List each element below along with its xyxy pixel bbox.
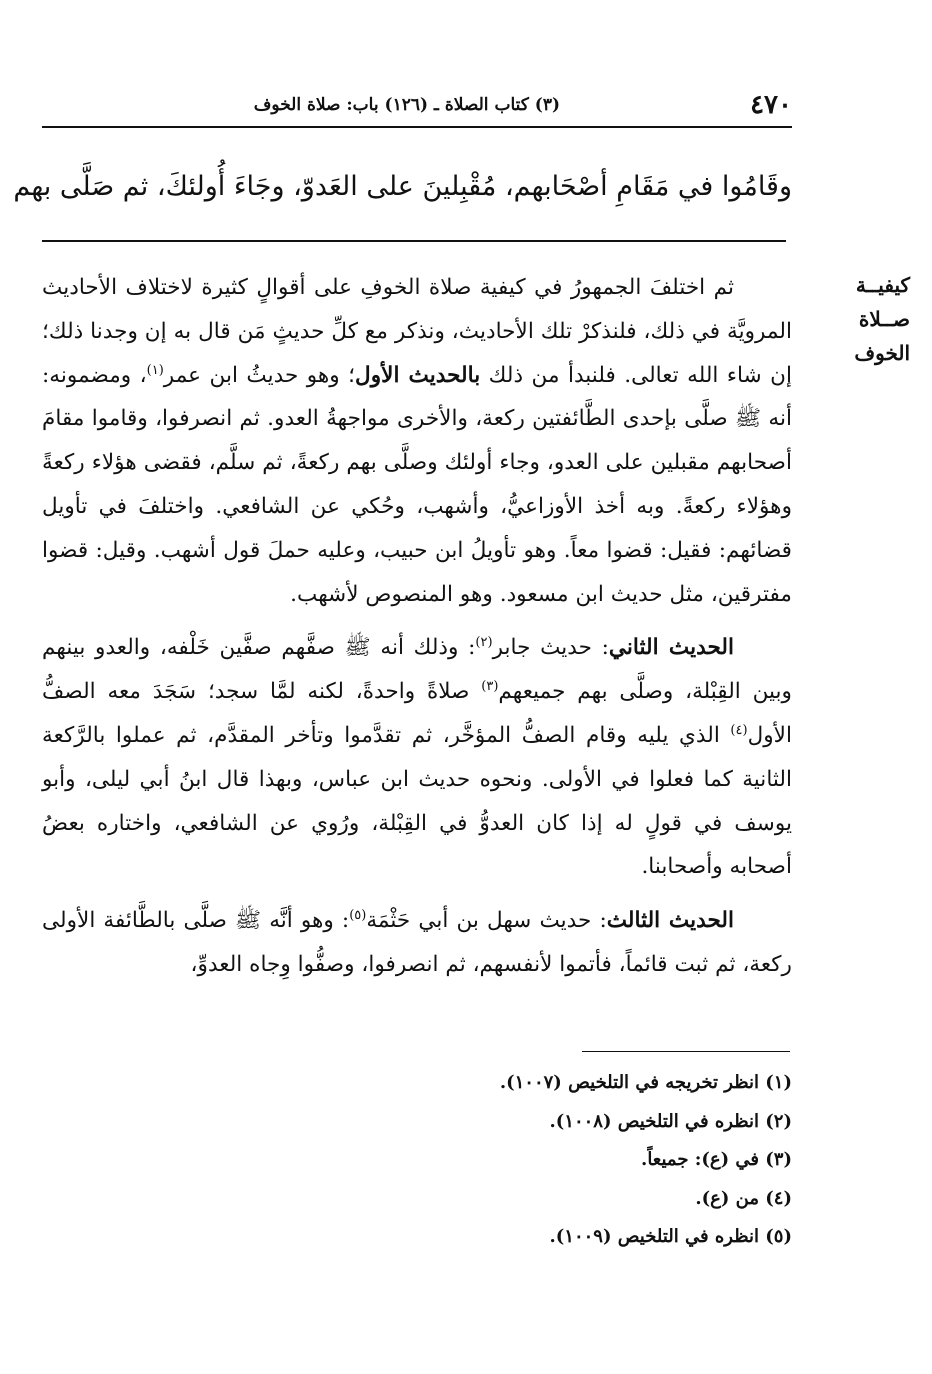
footnote-ref-3[interactable]: (٣) bbox=[481, 678, 499, 694]
footnote-item: (١) انظر تخريجه في التلخيص (١٠٠٧). bbox=[499, 1072, 792, 1093]
margin-heading: كيفيــة صــلاة الخوف bbox=[854, 273, 910, 365]
paragraph-first-hadith bbox=[42, 266, 792, 616]
text-run: ، ومضمونه: أنه ﷺ صلَّى بإحدى الطَّائفتين ركعة، والأخرى مواجهةُ العدو. ثم انصرفوا، وقاموا مقامَ أصحابهم مقبلين على العدو، وجاء أولئك وصلَّى بهم ركعةً، ثم سلَّم، فقضى هؤلاء ركعةً وهؤلاء ركعةً. وبه أخذ الأوزاعيُّ، وأشهب، وحُكي عن الشافعي. واختلفَ في تأويل قضائهم: فقيل: قضوا معاً. وهو تأويلُ ابن حبيب، وعليه حملَ قول أشهب. وقيل: قضوا مفترقين، مثل حديث ابن مسعود. وهو المنصوص لأشهب. bbox=[42, 362, 792, 607]
footnote-separator-rule bbox=[582, 1051, 790, 1052]
section-heading: الحديث الثاني bbox=[608, 635, 734, 661]
text-run: : حديث سهل بن أبي حَثْمَة bbox=[366, 908, 607, 934]
footnote-ref-4[interactable]: (٤) bbox=[730, 722, 748, 738]
quoted-hadith-line: وقَامُوا في مَقَامِ أصْحَابهم، مُقْبِلينَ على العَدوّ، وجَاءَ أُولئكَ، ثم صَلَّى بهم bbox=[13, 171, 792, 202]
quote-separator-rule bbox=[42, 240, 786, 242]
text-run: ثم اختلفَ الجمهورُ في كيفية صلاة الخوفِ على أقوالٍ كثيرة لاختلاف الأحاديث المرويَّة في ذلك، فلنذكرْ تلك الأحاديث، ونذكر مع كلِّ حديثٍ مَن قال به إن وجدنا ذلك؛ إن شاء الله تعالى. فلنبدأ من ذلك bbox=[42, 275, 793, 388]
footnote-item: (٢) انظره في التلخيص (١٠٠٨). bbox=[549, 1110, 792, 1132]
footnote-item: (٥) انظره في التلخيص (١٠٠٩). bbox=[549, 1226, 792, 1247]
bold-term: بالحديث الأول bbox=[355, 362, 481, 388]
text-run: ؛ وهو حديثُ ابن عمر bbox=[163, 362, 356, 388]
paragraph-third-hadith bbox=[42, 899, 792, 987]
header-rule bbox=[42, 126, 792, 128]
footnote-item: (٣) في (ع): جميعاً. bbox=[641, 1149, 792, 1170]
footnote-item: (٤) من (ع). bbox=[695, 1187, 792, 1209]
text-run: : وهو أنَّه ﷺ صلَّى بالطَّائفة الأولى ركعة، ثم ثبت قائماً، فأتموا لأنفسهم، ثم انصرفوا، وصفُّوا وِجاه العدوِّ، bbox=[42, 908, 792, 977]
page-number: ٤٧٠ bbox=[750, 90, 792, 120]
page-header bbox=[42, 88, 792, 122]
main-text bbox=[42, 266, 792, 987]
text-run: الذي يليه وقام الصفُّ المؤخَّر، ثم تقدَّموا وتأخر المقدَّم، ثم عملوا بالرَّكعة الثانية كما فعلوا في الأولى. ونحوه حديث ابن عباس، وبهذا قال ابنُ أبي ليلى، وأبو يوسف في قولٍ له إذا كان العدوُّ في القِبْلة، ورُوي عن الشافعي، واختاره بعضُ أصحابه وأصحابنا. bbox=[42, 722, 792, 880]
text-run: صلاةً واحدةً، لكنه لمَّا سجد؛ سَجَدَ معه الصفُّ الأول bbox=[42, 679, 792, 748]
footnote-ref-2[interactable]: (٢) bbox=[475, 635, 493, 651]
section-heading: الحديث الثالث bbox=[606, 908, 734, 934]
running-title: (٣) كتاب الصلاة ـ (١٢٦) باب: صلاة الخوف bbox=[253, 95, 560, 115]
paragraph-second-hadith bbox=[42, 626, 792, 889]
text-run: : وذلك أنه ﷺ صفَّهم صفَّين خَلْفه، والعدو بينهم وبين القِبْلة، وصلَّى بهم جميعهم bbox=[42, 635, 792, 705]
footnote-ref-5[interactable]: (٥) bbox=[349, 907, 367, 923]
footnote-ref-1[interactable]: (١) bbox=[146, 362, 164, 378]
text-run: : حديث جابر bbox=[492, 635, 609, 661]
footnotes-list bbox=[42, 1064, 792, 1257]
